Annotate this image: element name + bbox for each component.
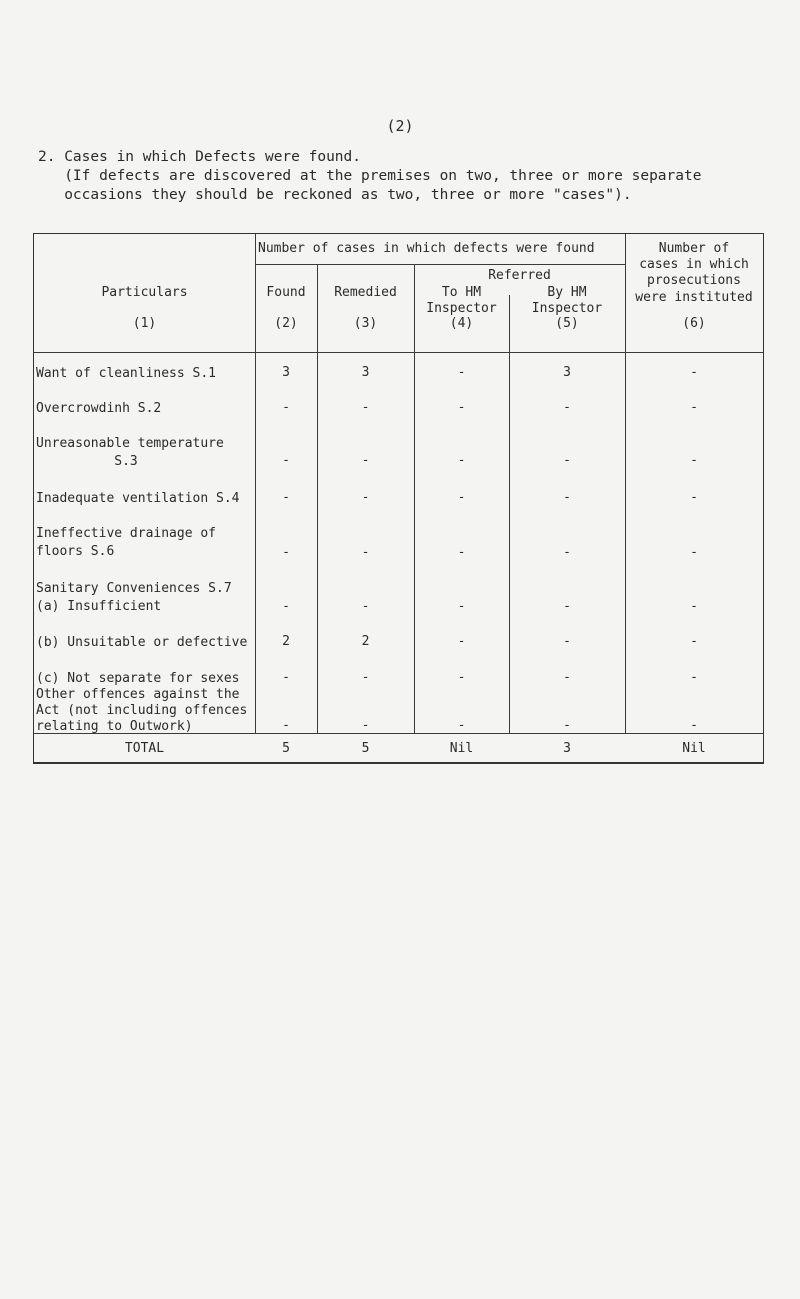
cell-to-hm: - [457, 599, 466, 614]
cell-found: - [282, 453, 290, 468]
col-divider-1 [255, 234, 256, 733]
total-remedied: 5 [361, 741, 370, 756]
cell-by-hm: - [563, 453, 571, 468]
defects-table [33, 233, 764, 764]
cell-prosecutions: - [690, 718, 698, 733]
cell-found: - [282, 670, 290, 685]
cell-remedied: - [361, 599, 370, 614]
header-prosecutions-2: cases in which [639, 257, 749, 272]
cell-found: - [282, 599, 290, 614]
header-referred: Referred [488, 268, 551, 283]
cell-by-hm: - [563, 718, 571, 733]
total-prosecutions: Nil [682, 741, 706, 756]
row-label: Unreasonable temperature [36, 436, 224, 451]
row-label: Sanitary Conveniences S.7 [36, 581, 232, 596]
cell-found: 3 [282, 365, 290, 380]
intro-note-line-2: occasions they should be reckoned as two, three or more "cases"). [38, 187, 632, 203]
cell-by-hm: - [563, 670, 571, 685]
header-group-divider [255, 264, 625, 265]
cell-prosecutions: - [690, 490, 698, 505]
header-prosecutions-4: were instituted [635, 290, 753, 305]
cell-by-hm: - [563, 634, 571, 649]
cell-found: 2 [282, 634, 290, 649]
header-particulars: Particulars [101, 285, 188, 300]
cell-prosecutions: - [690, 599, 698, 614]
cell-to-hm: - [457, 718, 466, 733]
total-to-hm: Nil [449, 741, 474, 756]
cell-to-hm: - [457, 634, 466, 649]
cell-prosecutions: - [690, 400, 698, 415]
header-by-hm-num: (5) [555, 316, 579, 331]
header-to-hm-num: (4) [449, 316, 474, 331]
row-label: Ineffective drainage of [36, 526, 217, 541]
cell-remedied: - [361, 453, 370, 468]
cell-prosecutions: - [690, 365, 698, 380]
header-particulars-num: (1) [132, 316, 157, 331]
cell-found: - [282, 490, 290, 505]
row-label: Want of cleanliness S.1 [36, 366, 217, 381]
row-label: (b) Unsuitable or defective [36, 635, 248, 650]
header-by-hm-1: By HM [547, 285, 587, 300]
row-label-cont: S.3 [36, 454, 138, 469]
cell-remedied: - [361, 718, 370, 733]
cell-by-hm: - [563, 400, 571, 415]
header-prosecutions-1: Number of [658, 241, 730, 256]
col-divider-4 [509, 295, 510, 733]
col-divider-5 [625, 234, 626, 733]
cell-by-hm: - [563, 599, 571, 614]
cell-by-hm: - [563, 545, 571, 560]
row-label-cont: (a) Insufficient [36, 599, 162, 614]
total-label: TOTAL [124, 741, 165, 756]
cell-remedied: - [361, 670, 370, 685]
row-label: (c) Not separate for sexes [36, 671, 240, 686]
cell-to-hm: - [457, 670, 466, 685]
cell-to-hm: - [457, 400, 466, 415]
cell-prosecutions: - [690, 670, 698, 685]
intro-text [38, 148, 778, 205]
cell-by-hm: - [563, 490, 571, 505]
cell-remedied: - [361, 400, 370, 415]
row-label: Other offences against the [36, 687, 240, 702]
row-label-cont-2: relating to Outwork) [36, 719, 193, 734]
group-header: Number of cases in which defects were found [258, 241, 595, 256]
cell-to-hm: - [457, 453, 466, 468]
cell-to-hm: - [457, 365, 466, 380]
cell-found: - [282, 545, 290, 560]
row-label-cont: Act (not including offences [36, 703, 248, 718]
cell-to-hm: - [457, 545, 466, 560]
cell-prosecutions: - [690, 545, 698, 560]
section-heading: 2. Cases in which Defects were found. [38, 149, 362, 165]
header-remedied: Remedied [334, 285, 397, 300]
row-label-cont: floors S.6 [36, 544, 115, 559]
header-prosecutions-num: (6) [682, 316, 706, 331]
header-found-num: (2) [274, 316, 298, 331]
cell-remedied: 2 [361, 634, 370, 649]
row-label: Inadequate ventilation S.4 [36, 491, 240, 506]
cell-remedied: - [361, 545, 370, 560]
cell-found: - [282, 400, 290, 415]
cell-prosecutions: - [690, 634, 698, 649]
cell-to-hm: - [457, 490, 466, 505]
page-number: (2) [386, 117, 414, 135]
cell-prosecutions: - [690, 453, 698, 468]
header-to-hm-1: To HM [441, 285, 482, 300]
header-to-hm-2: Inspector [426, 301, 497, 316]
header-found: Found [266, 285, 306, 300]
header-prosecutions-3: prosecutions [647, 273, 741, 288]
cell-remedied: 3 [361, 365, 370, 380]
cell-found: - [282, 718, 290, 733]
cell-remedied: - [361, 490, 370, 505]
cell-by-hm: 3 [563, 365, 571, 380]
intro-note-line-1: (If defects are discovered at the premises on two, three or more separate [38, 168, 702, 184]
header-bottom-rule [34, 352, 763, 353]
row-label: Overcrowdinh S.2 [36, 401, 162, 416]
header-by-hm-2: Inspector [531, 301, 603, 316]
total-found: 5 [282, 741, 290, 756]
total-by-hm: 3 [563, 741, 571, 756]
header-remedied-num: (3) [353, 316, 378, 331]
